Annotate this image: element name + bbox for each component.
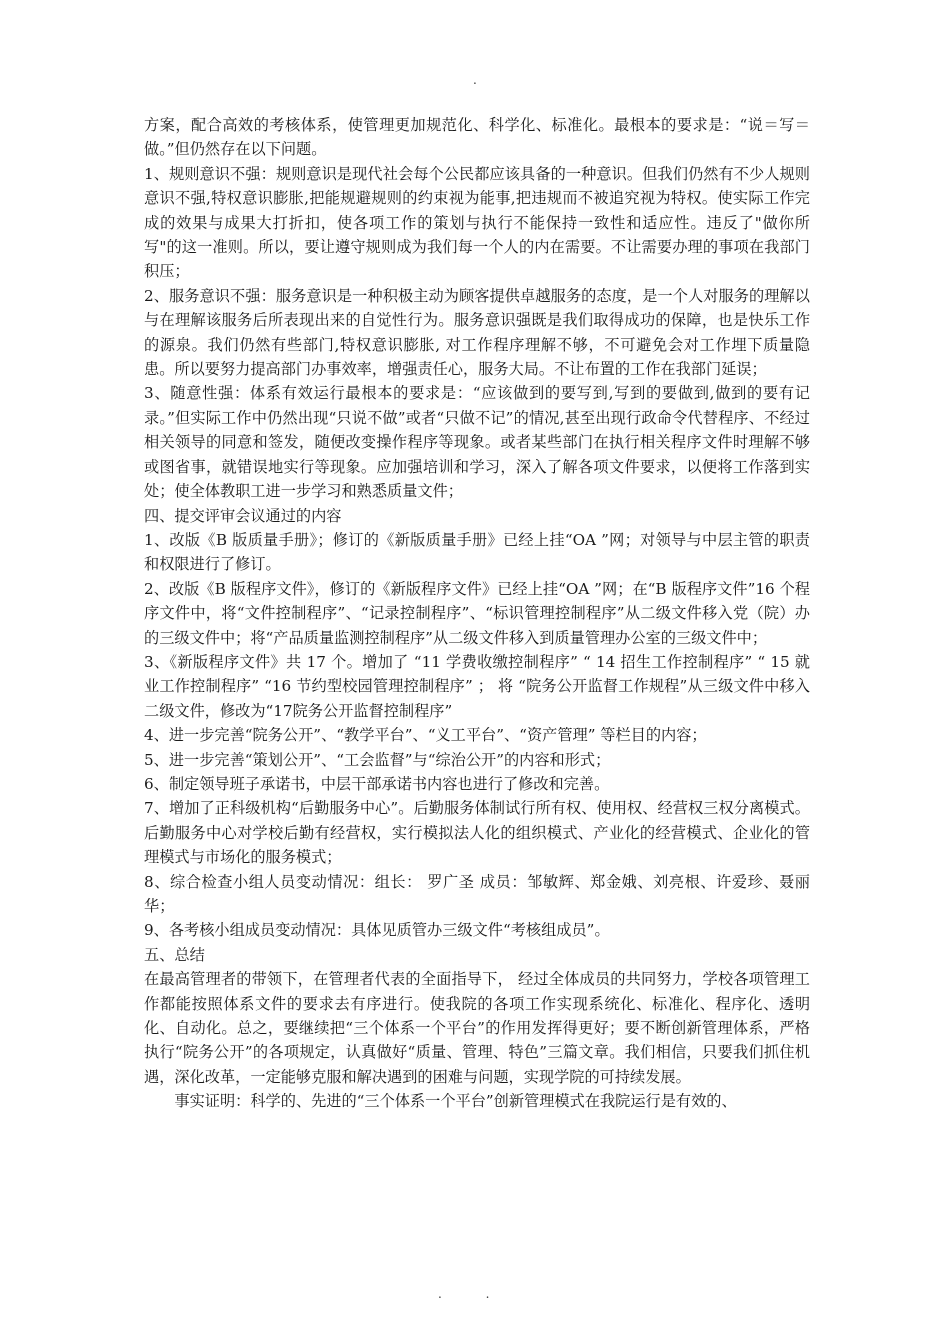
- paragraph-conclusion: 事实证明：科学的、先进的“三个体系一个平台”创新管理模式在我院运行是有效的、: [174, 1092, 737, 1111]
- paragraph-issue-3: 3、随意性强：体系有效运行最根本的要求是：“应该做到的要写到,写到的要做到,做到的要有记录。”但实际工作中仍然出现“只说不做”或者“只做不记”的情况,甚至出现行政命令代替程序、不经过相关领导的同意和签发，随便改变操作程序等现象。或者某些部门在执行相关程序文件时理解不够或图省事，就错误地实行等现象。应加强培训和学习，深入了解各项文件要求，以便将工作落到实处；使全体教职工进一步学习和熟悉质量文件；: [144, 384, 810, 501]
- section-heading-4: 四、提交评审会议通过的内容: [144, 506, 342, 525]
- paragraph-item-6: 6、制定领导班子承诺书，中层干部承诺书内容也进行了修改和完善。: [144, 774, 610, 793]
- paragraph-item-9: 9、各考核小组成员变动情况：具体见质管办三级文件“考核组成员”。: [144, 921, 610, 940]
- paragraph-item-5: 5、进一步完善“策划公开”、“工会监督”与“综治公开”的内容和形式；: [144, 750, 611, 769]
- paragraph-issue-2: 2、服务意识不强：服务意识是一种积极主动为顾客提供卓越服务的态度，是一个人对服务的理解以与在理解该服务后所表现出来的自觉性行为。服务意识强既是我们取得成功的保障，也是快乐工作的源泉。我们仍然有些部门,特权意识膨胀, 对工作程序理解不够，不可避免会对工作埋下质量隐患。所以要努力提高部门办事效率，增强责任心，服务大局。不让布置的工作在我部门延误；: [144, 286, 810, 379]
- section-heading-5: 五、总结: [144, 945, 205, 964]
- paragraph-issue-1: 1、规则意识不强：规则意识是现代社会每个公民都应该具备的一种意识。但我们仍然有不少人规则意识不强,特权意识膨胀,把能规避规则的约束视为能事,把违规而不被追究视为特权。使实际工作完成的效果与成果大打折扣，使各项工作的策划与执行不能保持一致性和适应性。违反了"做你所写"的这一准则。所以，要让遵守规则成为我们每一个人的内在需要。不让需要办理的事项在我部门积压；: [144, 164, 810, 281]
- paragraph-summary: 在最高管理者的带领下，在管理者代表的全面指导下， 经过全体成员的共同努力，学校各项管理工作都能按照体系文件的要求去有序进行。使我院的各项工作实现系统化、标准化、程序化、透明化、自动化。总之，要继续把“三个体系一个平台”的作用发挥得更好；要不断创新管理体系，严格执行“院务公开”的各项规定，认真做好“质量、管理、特色”三篇文章。我们相信，只要我们抓住机遇，深化改革，一定能够克服和解决遇到的困难与问题，实现学院的可持续发展。: [144, 970, 810, 1086]
- paragraph-item-8: 8、综合检查小组人员变动情况：组长： 罗广圣 成员：邹敏辉、郑金娥、刘亮根、许爱珍、聂丽华；: [144, 872, 810, 915]
- paragraph-item-3: 3、《新版程序文件》共 17 个。增加了 “11 学费收缴控制程序” “ 14 招生工作控制程序” “ 15 就业工作控制程序” “16 节约型校园管理控制程序” ； 将 “院务公开监督工作规程”从三级文件中移入二级文件，修改为“17院务公开监督控制程序”: [144, 652, 810, 720]
- page-top-mark: .: [473, 73, 477, 87]
- page-bottom-mark: . .: [438, 1287, 510, 1301]
- paragraph-intro: 方案，配合高效的考核体系，使管理更加规范化、科学化、标准化。最根本的要求是：“说＝写＝做。”但仍然存在以下问题。: [144, 116, 810, 159]
- paragraph-item-1: 1、改版《B 版质量手册》；修订的《新版质量手册》已经上挂“OA ”网；对领导与中层主管的职责和权限进行了修订。: [144, 530, 810, 574]
- paragraph-item-4: 4、进一步完善“院务公开”、“教学平台”、“义工平台”、“资产管理” 等栏目的内容；: [144, 726, 707, 745]
- paragraph-item-2: 2、改版《B 版程序文件》，修订的《新版程序文件》已经上挂“OA ”网；在“B 版程序文件”16 个程序文件中，将“文件控制程序”、“记录控制程序”、“标识管理控制程序”从二级文件移入党（院）办的三级文件中；将“产品质量监测控制程序”从二级文件移入到质量管理办公室的三级文件中；: [144, 579, 810, 647]
- document-body: [144, 113, 810, 1114]
- paragraph-item-7: 7、增加了正科级机构“后勤服务中心”。后勤服务体制试行所有权、使用权、经营权三权分离模式。后勤服务中心对学校后勤有经营权，实行模拟法人化的组织模式、产业化的经营模式、企业化的管理模式与市场化的服务模式；: [144, 799, 810, 867]
